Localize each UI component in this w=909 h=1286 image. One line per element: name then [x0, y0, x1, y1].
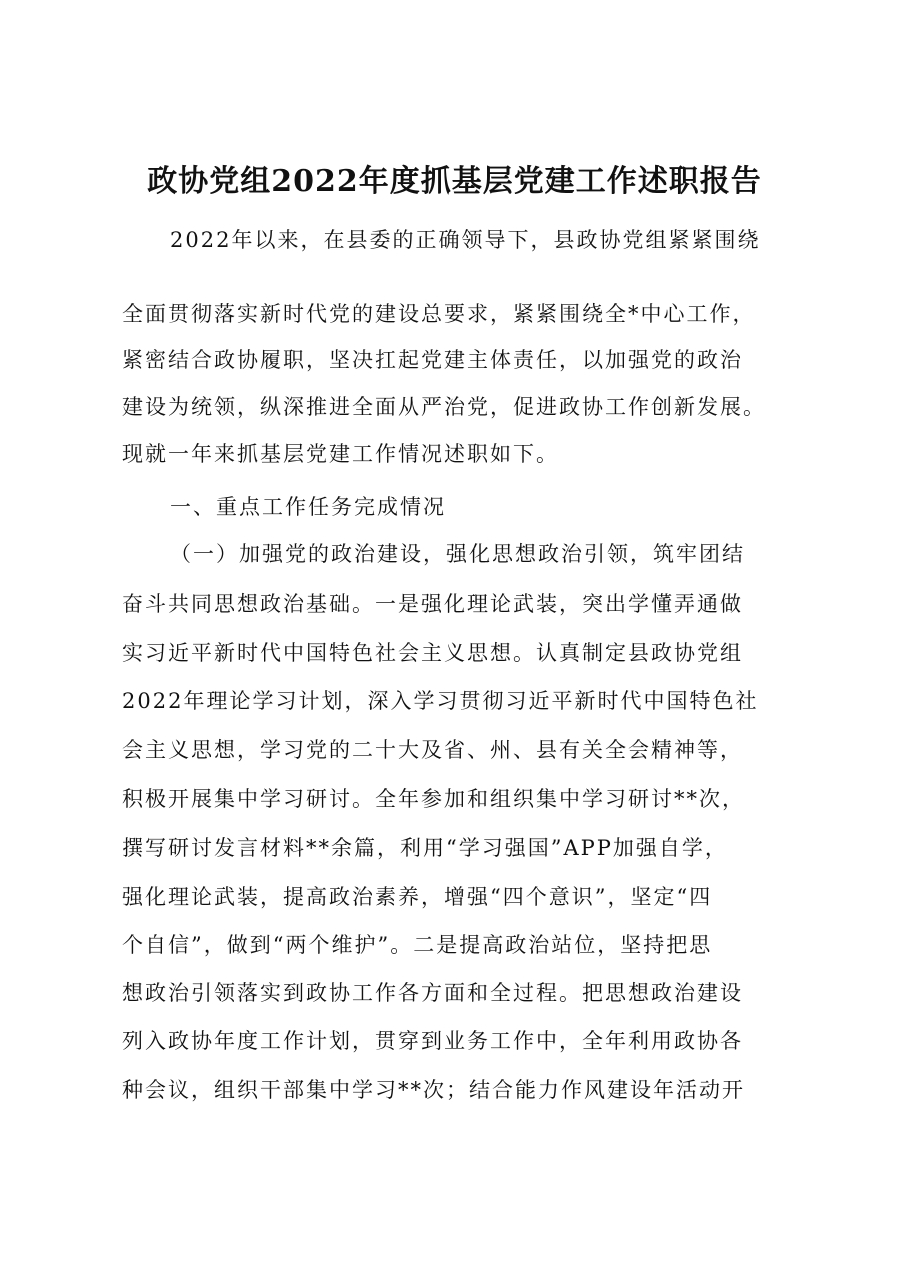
body-line: 奋斗共同思想政治基础。一是强化理论武装，突出学懂弄通做	[122, 592, 743, 616]
body-line: 全面贯彻落实新时代党的建设总要求，紧紧围绕全*中心工作，	[122, 302, 756, 326]
section-heading: 一、重点工作任务完成情况	[170, 495, 446, 519]
body-line: 2022年以来，在县委的正确领导下，县政协党组紧紧围绕	[170, 228, 761, 252]
body-line: 建设为统领，纵深推进全面从严治党，促进政协工作创新发展。	[122, 395, 766, 419]
body-line: 会主义思想，学习党的二十大及省、州、县有关全会精神等，	[122, 738, 743, 762]
body-line: 种会议，组织干部集中学习**次；结合能力作风建设年活动开	[122, 1078, 745, 1102]
body-line: 想政治引领落实到政协工作各方面和全过程。把思想政治建设	[122, 981, 743, 1005]
body-line: 2022年理论学习计划，深入学习贯彻习近平新时代中国特色社	[122, 689, 759, 713]
body-line: 积极开展集中学习研讨。全年参加和组织集中学习研讨**次，	[122, 787, 745, 811]
body-line: 列入政协年度工作计划，贯穿到业务工作中，全年利用政协各	[122, 1029, 743, 1053]
document-title: 政协党组2022年度抓基层党建工作述职报告	[147, 164, 762, 199]
body-line: 紧密结合政协履职，坚决扛起党建主体责任，以加强党的政治	[122, 348, 743, 372]
subsection-line: （一）加强党的政治建设，强化思想政治引领，筑牢团结	[170, 542, 745, 566]
body-line: 实习近平新时代中国特色社会主义思想。认真制定县政协党组	[122, 641, 743, 665]
body-line: 现就一年来抓基层党建工作情况述职如下。	[122, 442, 559, 466]
body-line: 强化理论武装，提高政治素养，增强“四个意识”，坚定“四	[122, 885, 713, 909]
body-line: 撰写研讨发言材料**余篇，利用“学习强国”APP加强自学，	[122, 836, 728, 860]
body-line: 个自信”，做到“两个维护”。二是提高政治站位，坚持把思	[122, 933, 713, 957]
